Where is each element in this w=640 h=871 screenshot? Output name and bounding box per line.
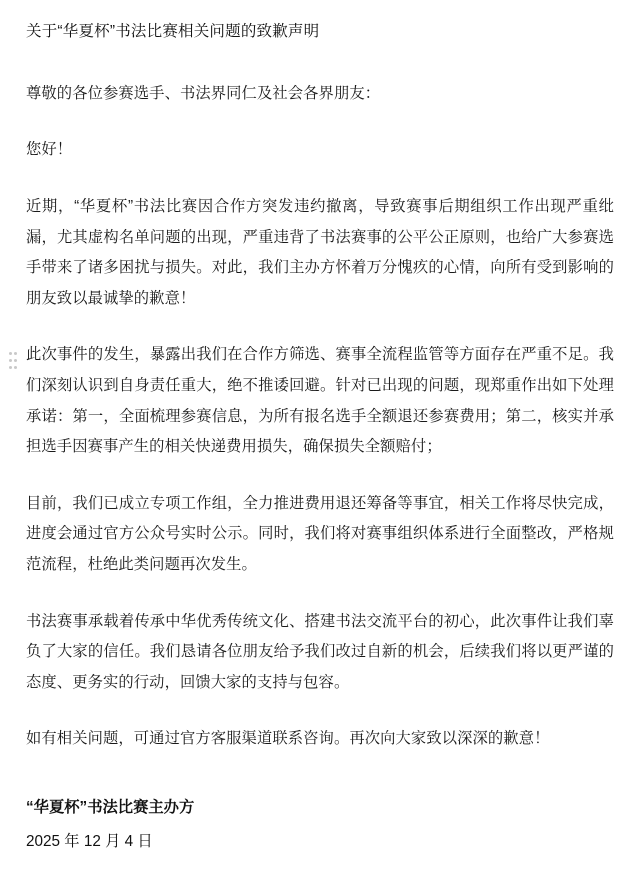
drag-dot [9, 359, 12, 362]
body-paragraph-4: 书法赛事承载着传承中华优秀传统文化、搭建书法交流平台的初心，此次事件让我们辜负了大家的信任。我们恳请各位朋友给予我们改过自新的机会，后续我们将以更严谨的态度、更务实的行动，回馈大家的支持与包容。 [26, 612, 614, 691]
drag-handle-icon[interactable] [9, 352, 17, 374]
drag-dot [14, 366, 17, 369]
body-paragraph-3: 目前，我们已成立专项工作组，全力推进费用退还筹备等事宜，相关工作将尽快完成，进度会通过官方公众号实时公示。同时，我们将对赛事组织体系进行全面整改，严格规范流程，杜绝此类问题再次发生。 [26, 494, 614, 573]
body-paragraph-2: 此次事件的发生，暴露出我们在合作方筛选、赛事全流程监管等方面存在严重不足。我们深刻认识到自身责任重大，绝不推诿回避。针对已出现的问题，现郑重作出如下处理承诺：第一，全面梳理参赛信息，为所有报名选手全额退还参赛费用；第二，核实并承担选手因赛事产生的相关快递费用损失，确保损失全额赔付； [26, 346, 614, 456]
signature-line: “华夏杯”书法比赛主办方 [26, 798, 195, 816]
document-title: 关于“华夏杯”书法比赛相关问题的致歉声明 [26, 23, 320, 40]
drag-dot [9, 352, 12, 355]
drag-dot [9, 366, 12, 369]
salutation-paragraph: 尊敬的各位参赛选手、书法界同仁及社会各界朋友： [26, 84, 381, 102]
closing-paragraph: 如有相关问题，可通过官方客服渠道联系咨询。再次向大家致以深深的歉意！ [26, 730, 550, 748]
date-line: 2025 年 12 月 4 日 [26, 833, 153, 851]
body-paragraph-1: 近期，“华夏杯”书法比赛因合作方突发违约撤离，导致赛事后期组织工作出现严重纰漏，尤其虚构名单问题的出现，严重违背了书法赛事的公平公正原则，也给广大参赛选手带来了诸多困扰与损失。对此，我们主办方怀着万分愧疚的心情，向所有受到影响的朋友致以最诚挚的歉意！ [26, 197, 614, 307]
drag-dot [14, 359, 17, 362]
drag-dot [14, 352, 17, 355]
greeting-paragraph: 您好！ [26, 141, 73, 159]
